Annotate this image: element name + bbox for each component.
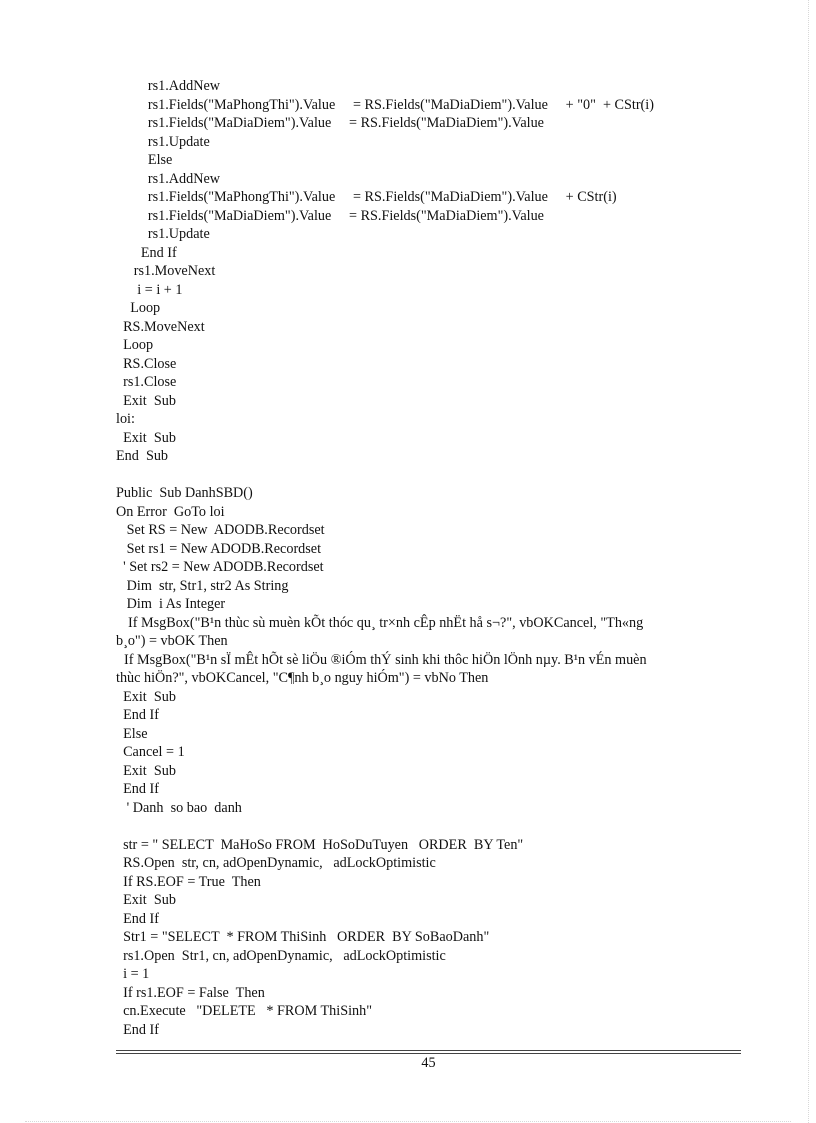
code-line: Exit Sub [116, 688, 176, 705]
code-paragraph-msgbox-1 [116, 614, 740, 651]
code-line: Dim i As Integer [116, 596, 226, 612]
code-listing [116, 77, 740, 1039]
code-line: rs1.AddNew [116, 170, 221, 187]
code-line: If MsgBox("B¹n sÏ mÊt hÕt sè liÖu ®iÓm thÝ sinh khi thôc hiÖn lÖnh nµy. B¹n vÉn muèn [124, 651, 647, 668]
page-number: 45 [421, 1055, 436, 1071]
page-edge-bottom [25, 1121, 791, 1122]
code-line: Exit Sub [116, 392, 176, 409]
code-line: rs1.Update [116, 133, 210, 150]
code-line: Else [116, 725, 148, 742]
code-line: rs1.Open Str1, cn, adOpenDynamic, adLockOptimistic [116, 947, 446, 964]
code-line: Exit Sub [116, 892, 176, 908]
code-line: Exit Sub [116, 429, 176, 446]
code-line: Str1 = "SELECT * FROM ThiSinh ORDER BY SoBaoDanh" [116, 929, 490, 945]
code-line: RS.Open str, cn, adOpenDynamic, adLockOptimistic [116, 855, 436, 871]
code-line: Public Sub DanhSBD() [116, 485, 253, 501]
code-line: loi: [116, 411, 135, 427]
code-line: rs1.AddNew [116, 78, 221, 94]
code-line: rs1.Fields("MaPhongThi").Value = RS.Fields("MaDiaDiem").Value + CStr(i) [116, 189, 617, 205]
code-line: RS.Close [116, 355, 177, 372]
code-line: Exit Sub [116, 762, 176, 779]
footer-rule-bottom [116, 1053, 741, 1054]
code-line: Set RS = New ADODB.Recordset [116, 522, 325, 538]
code-line: rs1.Update [116, 226, 210, 242]
code-line: If rs1.EOF = False Then [116, 984, 265, 1001]
code-line: cn.Execute "DELETE * FROM ThiSinh" [116, 1003, 373, 1019]
code-line: End If [116, 244, 177, 261]
code-line: If MsgBox("B¹n thùc sù muèn kÕt thóc qu¸ tr×nh cÊp nhËt hå s¬?", vbOKCancel, "Th«ng [128, 614, 644, 631]
footer-rule-top [116, 1050, 741, 1051]
code-line: End If [116, 910, 159, 927]
code-line: rs1.MoveNext [116, 263, 216, 279]
code-line: End If [116, 781, 159, 797]
code-line: str = " SELECT MaHoSo FROM HoSoDuTuyen ORDER BY Ten" [116, 836, 524, 853]
code-line: ' Danh so bao danh [116, 799, 242, 816]
page-edge-right [808, 0, 809, 1123]
code-line: If RS.EOF = True Then [116, 873, 261, 890]
code-line: rs1.Fields("MaDiaDiem").Value = RS.Fields("MaDiaDiem").Value [116, 207, 544, 224]
code-line [116, 466, 740, 485]
code-line: End If [116, 1021, 159, 1038]
code-line: On Error GoTo loi [116, 503, 225, 520]
code-line: RS.MoveNext [116, 318, 205, 335]
code-line: rs1.Fields("MaPhongThi").Value = RS.Fields("MaDiaDiem").Value + "0" + CStr(i) [116, 96, 654, 113]
code-line: i = i + 1 [116, 281, 183, 298]
code-line: End If [116, 707, 159, 723]
code-paragraph-msgbox-2 [116, 651, 740, 688]
code-line [116, 817, 740, 836]
code-line: rs1.Fields("MaDiaDiem").Value = RS.Fields("MaDiaDiem").Value [116, 115, 544, 131]
code-line: Set rs1 = New ADODB.Recordset [116, 540, 322, 557]
code-line: thùc hiÖn?", vbOKCancel, "C¶nh b¸o nguy hiÓm") = vbNo Then [116, 670, 489, 686]
code-line: End Sub [116, 448, 169, 464]
code-block-lower [116, 688, 740, 1040]
code-line: Dim str, Str1, str2 As String [116, 577, 289, 594]
code-line: Cancel = 1 [116, 744, 185, 760]
code-line: ' Set rs2 = New ADODB.Recordset [116, 559, 324, 575]
code-line: Loop [116, 337, 154, 353]
code-line: Loop [116, 300, 161, 316]
code-block-upper [116, 77, 740, 614]
code-line: b¸o") = vbOK Then [116, 633, 228, 649]
code-line: rs1.Close [116, 374, 177, 390]
code-line: Else [116, 152, 173, 168]
code-line: i = 1 [116, 966, 150, 982]
